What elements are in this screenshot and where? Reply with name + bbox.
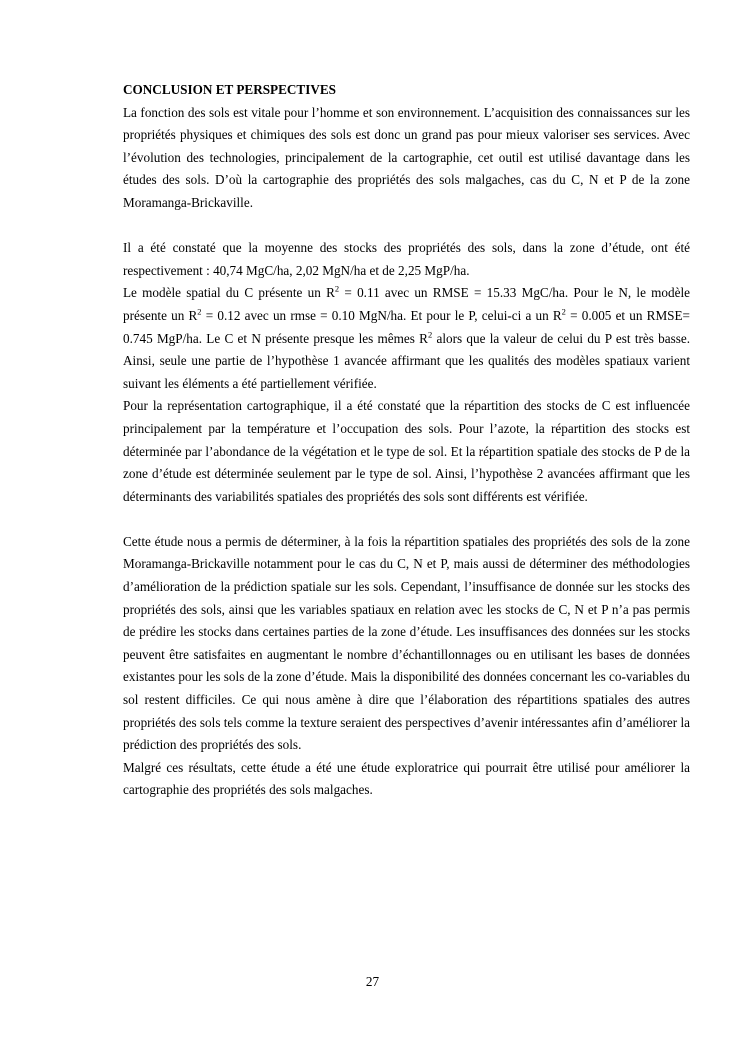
model-text-4: = 0.005 et un RMSE= 0.745 MgP/ha. Le C et N présente presque les mêmes R (123, 307, 690, 346)
section-heading: CONCLUSION ET PERSPECTIVES (123, 82, 337, 97)
model-text-5: alors que la valeur de celui du P est très basse. Ainsi, seule une partie de l’hypothèse 1 avancée affirmant que les qualités des modèles spatiaux varient suivant les éléments a été partiellement vérifiée. (123, 330, 690, 391)
paragraph-intro: La fonction des sols est vitale pour l’homme et son environnement. L’acquisition des connaissances sur les propriétés physiques et chimiques des sols est donc un grand pas pour mieux valoriser ses services. Avec l’évolution des technologies, principalement de la cartographie, cet outil est utilisé davantage dans les études des sols. D’où la cartographie des propriétés des sols malgaches, cas du C, N et P de la zone Moramanga-Brickaville. (123, 104, 690, 210)
paragraph-cartography: Pour la représentation cartographique, il a été constaté que la répartition des stocks de C est influencée principalement par la température et l’occupation des sols. Pour l’azote, la répartition des stocks est déterminée par l’abondance de la végétation et le type de sol. Et la répartition spatiale des stocks de P de la zone d’étude est déterminée seulement par le type de sol. Ainsi, l’hypothèse 2 avancées affirmant que les déterminants des variabilités spatiales des propriétés des sols sont différents est vérifiée. (123, 398, 690, 504)
paragraph-spacer (123, 215, 690, 238)
model-text-3: = 0.12 avec un rmse = 0.10 MgN/ha. Et pour le P, celui-ci a un R (201, 307, 562, 323)
paragraph-closing: Malgré ces résultats, cette étude a été une étude exploratrice qui pourrait être utilisé pour améliorer la cartographie des propriétés des sols malgaches. (123, 759, 690, 798)
model-text-1: Le modèle spatial du C présente un R (123, 285, 335, 301)
paragraph-mean-stocks: Il a été constaté que la moyenne des stocks des propriétés des sols, dans la zone d’étude, ont été respectivement : 40,74 MgC/ha, 2,02 MgN/ha et de 2,25 MgP/ha. (123, 240, 690, 278)
paragraph-perspectives: Cette étude nous a permis de déterminer, à la fois la répartition spatiales des propriétés des sols de la zone Moramanga-Brickaville notamment pour le cas du C, N et P, mais aussi de déterminer des méthodologies d’amélioration de la prédiction spatiale sur les sols. Cependant, l’insuffisance de donnée sur les stocks des propriétés des sols, ainsi que les variables spatiaux en relation avec les stocks de C, N et P n’a pas permis de prédire les stocks dans certaines parties de la zone d’étude. Les insuffisances des données sur les stocks peuvent être satisfaites en augmentant le nombre d’échantillonnages ou en utilisant les bases de données existantes pour les sols de la zone d’étude. Mais la disponibilité des données concernant les co-variables du sol restent difficiles. Ce qui nous amène à dire que l’élaboration des répartitions spatiales des autres propriétés des sols tels comme la texture seraient des perspectives d’avenir intéressantes afin d’améliorer la prédiction des propriétés des sols. (123, 533, 690, 753)
superscript-2: 2 (334, 283, 340, 294)
page-body (123, 79, 690, 802)
paragraph-spacer (123, 508, 690, 531)
superscript-2: 2 (427, 329, 433, 340)
superscript-2: 2 (197, 306, 202, 317)
superscript-2: 2 (561, 306, 566, 317)
paragraph-spatial-models (123, 282, 690, 395)
model-text-2: = 0.11 avec un RMSE = 15.33 MgC/ha. Pour le N, le modèle présente un R (123, 285, 690, 323)
page-number: 27 (365, 974, 380, 989)
